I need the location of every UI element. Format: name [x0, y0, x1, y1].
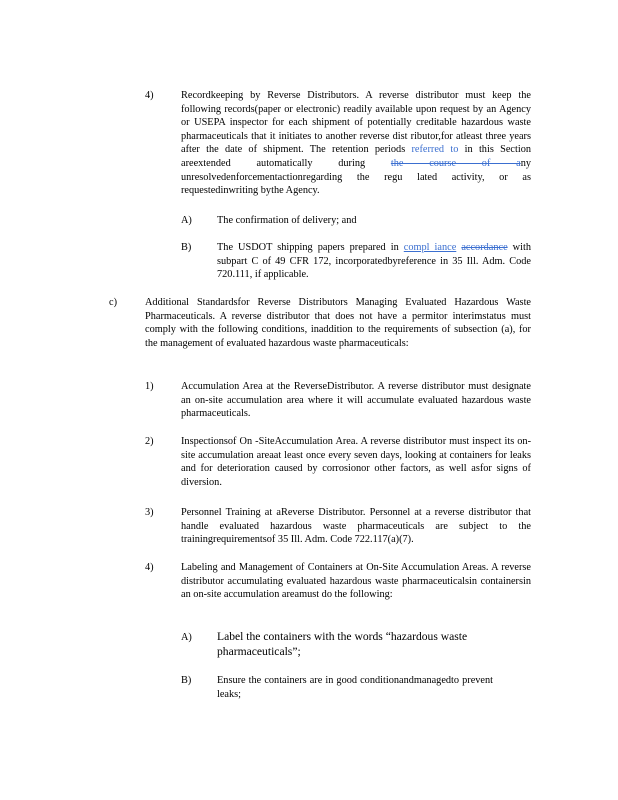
subitem-letter: B): [181, 675, 192, 686]
paragraph-text: with subpart C of 49 CFR 172, incorporatedbyreference in 35 Ill. Adm. Code 720.111, if applicable.: [217, 242, 531, 281]
item-number: 2): [145, 436, 154, 447]
deleted-text: accordance: [461, 242, 508, 253]
section-c-paragraph: Additional Standardsfor Reverse Distributors Managing Evaluated Hazardous Waste Pharmaceuticals. A reverse distributor that does not have a permitor interimstatus must comply with the following conditions, inaddition to the requirements of subsection (a), for the management of evaluated hazardous waste pharmaceuticals:: [145, 297, 531, 349]
recordkeeping-paragraph: [181, 89, 531, 198]
subitem-text: Label the containers with the words “hazardous waste pharmaceuticals”;: [217, 630, 468, 658]
subitem-letter: B): [181, 242, 192, 253]
section-letter: c): [109, 297, 117, 308]
paragraph-text: in this Section areextended automatically during: [181, 144, 531, 169]
item-number: 4): [145, 562, 154, 573]
usdot-paragraph: [217, 241, 531, 282]
paragraph-text: Recordkeeping by Reverse Distributors. A reverse distributor must keep the following records(paper or electronic) readily available upon request by an Agency or USEPA inspector for each shipment of potentially creditable hazardous waste pharmaceuticals that it initiates to another reverse dist ributor,for atleast three years after the date of shipment. The retention periods: [181, 90, 531, 156]
inspections-paragraph: Inspectionsof On -SiteAccumulation Area. A reverse distributor must inspect its on-site accumulation areaat least once every seven days, looking at containers for leaks and for deterioration caused by corrosionor other factors, as well asfor signs of diversion.: [181, 436, 531, 488]
item-number: 1): [145, 381, 154, 392]
subitem-text: Ensure the containers are in good conditionandmanagedto prevent leaks;: [217, 675, 493, 700]
personnel-training-paragraph: Personnel Training at aReverse Distributor. Personnel at a reverse distributor that handle evaluated hazardous waste pharmaceuticals are subject to the trainingrequirementsof 35 Ill. Adm. Code 722.117(a)(7).: [181, 507, 531, 546]
labeling-paragraph: Labeling and Management of Containers at On-Site Accumulation Areas. A reverse distributor accumulating evaluated hazardous waste pharmaceuticalsin containersin an on-site accumulation areamust do the following:: [181, 562, 531, 601]
item-number: 4): [145, 90, 154, 101]
item-number: 3): [145, 507, 154, 518]
inserted-text: referred to: [411, 144, 459, 156]
deleted-text: the course of a: [390, 157, 521, 169]
subitem-letter: A): [181, 632, 192, 643]
accumulation-area-paragraph: Accumulation Area at the ReverseDistributor. A reverse distributor must designate an on-site accumulation area where it will accumulate evaluated hazardous waste pharmaceuticals.: [181, 381, 531, 420]
subitem-text: The confirmation of delivery; and: [217, 215, 357, 226]
paragraph-text: ny unresolvedenforcementactionregarding the regu lated activity, or as requestedinwriting bythe Agency.: [181, 157, 531, 197]
subitem-letter: A): [181, 215, 192, 226]
inserted-text: compl iance: [403, 242, 457, 253]
paragraph-text: The USDOT shipping papers prepared in: [217, 242, 404, 253]
